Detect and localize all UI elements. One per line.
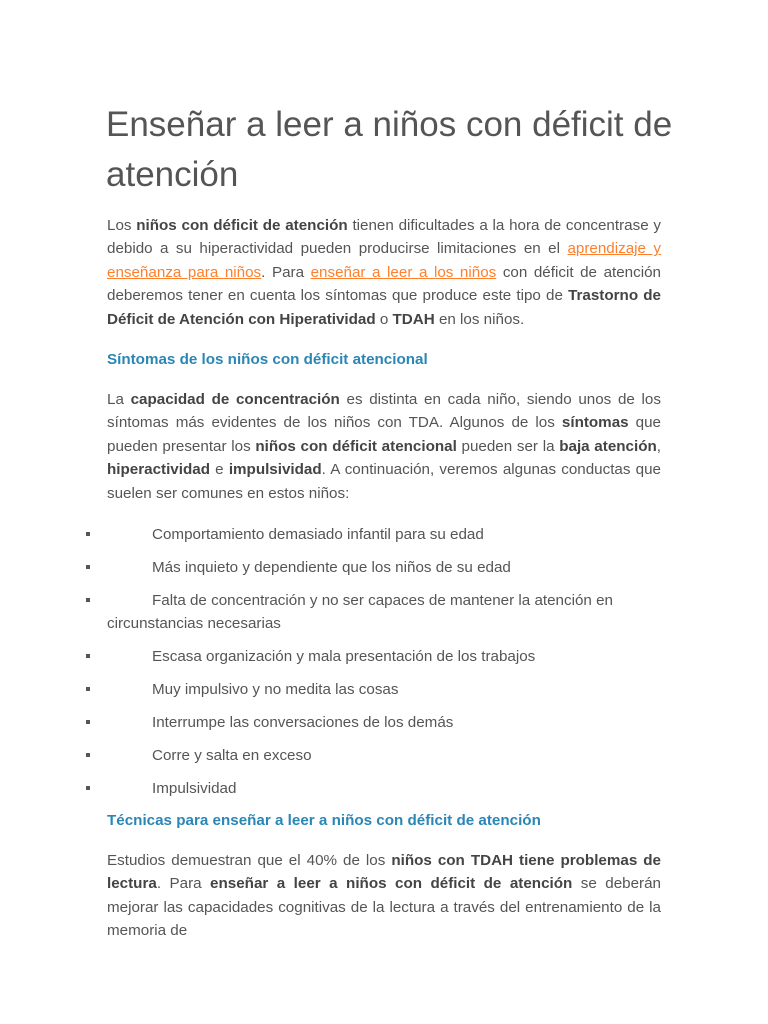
bold-text: impulsividad <box>228 461 322 479</box>
text-span: pueden ser la <box>456 437 560 455</box>
text-span: con déficit de atención deberemos tener en cuenta los síntomas que produce este tipo de <box>107 263 661 305</box>
bold-text: baja atención <box>559 437 657 455</box>
text-span: que pueden presentar los <box>107 414 662 455</box>
list-item-text: Interrumpe las conversaciones de los demás <box>152 714 454 731</box>
list-item-text: Más inquieto y dependiente que los niños de su edad <box>152 559 511 576</box>
text-span: . Para <box>261 263 311 281</box>
text-span: es distinta en cada niño, siendo unos de los síntomas más evidentes de los niños con TDA. Algunos de los <box>107 391 661 432</box>
bold-text: capacidad de concentración <box>130 391 340 408</box>
bullet-marker <box>86 532 90 536</box>
list-item-text-continued: circunstancias necesarias <box>107 615 281 632</box>
link-ensenar-leer-ninos[interactable]: enseñar a leer a los niños <box>310 263 497 281</box>
bold-text: niños con TDAH tiene problemas de lectura <box>107 852 661 893</box>
section-heading-tecnicas: Técnicas para enseñar a leer a niños con déficit de atención <box>107 812 541 829</box>
list-item-text: Impulsividad <box>152 780 237 797</box>
text-span: , <box>656 437 661 455</box>
bullet-marker <box>86 753 90 757</box>
bold-text: síntomas <box>561 414 629 432</box>
text-span: en los niños. <box>434 310 525 328</box>
text-span: Estudios demuestran que el 40% de los <box>107 852 392 869</box>
list-item-text: Escasa organización y mala presentación de los trabajos <box>152 648 536 665</box>
page-title: Enseñar a leer a niños con déficit de atención <box>106 105 673 194</box>
bullet-marker <box>86 687 90 691</box>
bullet-marker <box>86 720 90 724</box>
bullet-marker <box>86 654 90 658</box>
bold-text: TDAH <box>392 310 435 328</box>
text-span: se deberán mejorar las capacidades cognitivas de la lectura a través del entrenamiento de la memoria de <box>107 875 661 940</box>
bullet-marker <box>86 565 90 569</box>
tecnicas-paragraph <box>107 849 661 943</box>
bold-text: Trastorno de Déficit de Atención con Hiperatividad <box>107 287 661 328</box>
list-item-text: Falta de concentración y no ser capaces de mantener la atención en <box>152 592 613 609</box>
intro-paragraph <box>107 214 661 331</box>
text-span: . Para <box>156 875 211 893</box>
text-span: e <box>209 461 229 479</box>
link-aprendizaje-ensenanza[interactable]: aprendizaje y enseñanza para niños <box>107 240 661 281</box>
bold-text: niños con déficit de atención <box>136 217 348 234</box>
text-span: La <box>107 391 131 408</box>
sintomas-paragraph <box>107 388 661 505</box>
bold-text: niños con déficit atencional <box>255 437 457 455</box>
text-span: Los <box>107 217 137 234</box>
bullet-marker <box>86 786 90 790</box>
list-item-text: Corre y salta en exceso <box>152 747 312 764</box>
list-item-text: Muy impulsivo y no medita las cosas <box>152 681 399 698</box>
bold-text: enseñar a leer a niños con déficit de atención <box>210 875 573 893</box>
list-item-text: Comportamiento demasiado infantil para su edad <box>152 526 484 543</box>
text-span: o <box>375 310 393 328</box>
bullet-marker <box>86 598 90 602</box>
text-span: . A continuación, veremos algunas conductas que suelen ser comunes en estos niños: <box>107 461 661 502</box>
bold-text: hiperactividad <box>107 461 210 479</box>
section-heading-sintomas: Síntomas de los niños con déficit atencional <box>107 351 428 368</box>
text-span: tienen dificultades a la hora de concentrase y debido a su hiperactividad pueden producirse limitaciones en el <box>107 217 661 258</box>
